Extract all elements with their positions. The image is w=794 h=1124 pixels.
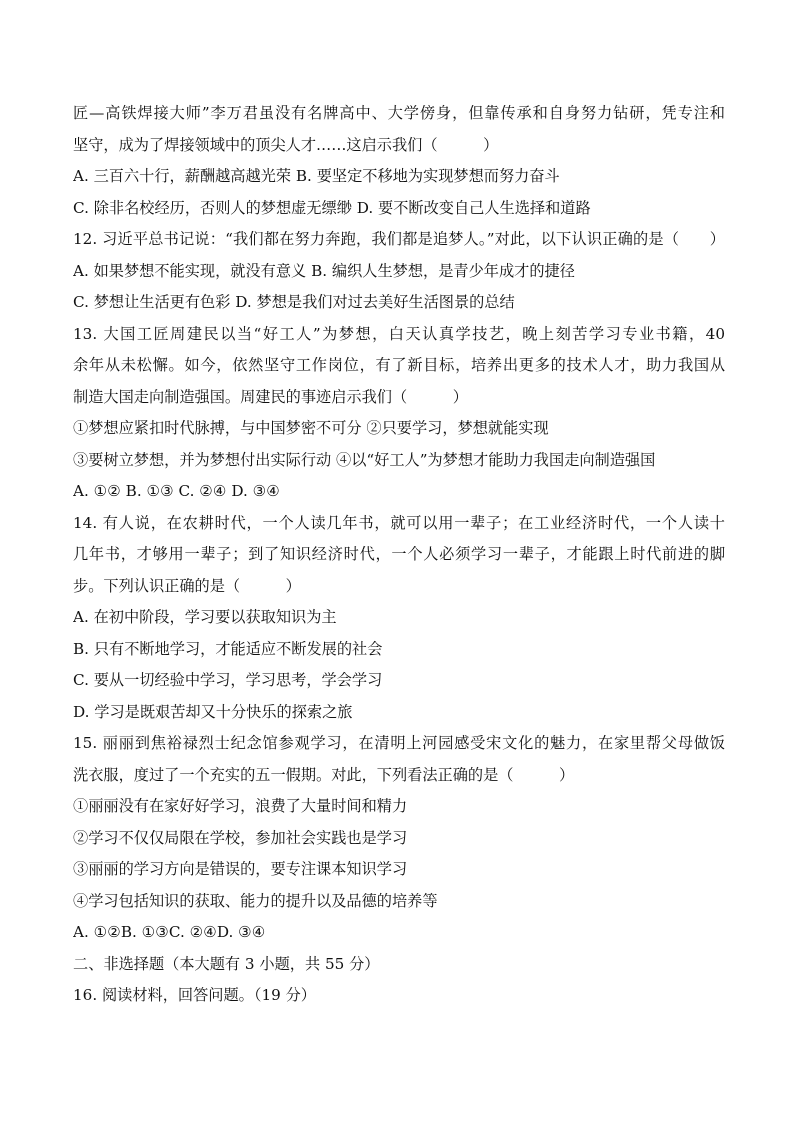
text-line: A. 如果梦想不能实现，就没有意义 B. 编织人生梦想，是青少年成才的捷径 bbox=[73, 261, 575, 280]
text-line: C. 除非名校经历，否则人的梦想虚无缥缈 D. 要不断改变自己人生选择和道路 bbox=[73, 198, 591, 217]
text-line: 匠—高铁焊接大师”李万君虽没有名牌高中、大学傍身，但靠传承和自身努力钻研，凭专注和 bbox=[73, 104, 725, 122]
text-line: ③要树立梦想，并为梦想付出实际行动 ④以“好工人”为梦想才能助力我国走向制造强国 bbox=[73, 450, 656, 469]
text-line: B. 只有不断地学习，才能适应不断发展的社会 bbox=[73, 639, 383, 658]
text-line: ③丽丽的学习方向是错误的，要专注课本知识学习 bbox=[73, 860, 408, 878]
text-line: 16. 阅读材料，回答问题。（19 分） bbox=[73, 986, 316, 1004]
text-line: A. ①② B. ①③ C. ②④ D. ③④ bbox=[73, 482, 280, 500]
document-body bbox=[73, 98, 725, 1012]
text-line: A. ①②B. ①③C. ②④D. ③④ bbox=[73, 923, 266, 941]
text-line: ①丽丽没有在家好好学习，浪费了大量时间和精力 bbox=[73, 797, 408, 815]
text-line: 12. 习近平总书记说：“我们都在努力奔跑，我们都是追梦人。”对此，以下认识正确的是（ ） bbox=[73, 230, 725, 248]
text-line: 几年书，才够用一辈子；到了知识经济时代，一个人必须学习一辈子，才能跟上时代前进的脚 bbox=[73, 545, 725, 563]
text-line: 14. 有人说，在农耕时代，一个人读几年书，就可以用一辈子；在工业经济时代，一个人读十 bbox=[73, 513, 725, 532]
text-line: 制造大国走向制造强国。周建民的事迹启示我们（ ） bbox=[73, 387, 468, 406]
text-line: ④学习包括知识的获取、能力的提升以及品德的培养等 bbox=[73, 891, 438, 910]
text-line: C. 要从一切经验中学习，学习思考，学会学习 bbox=[73, 671, 383, 689]
text-line: A. 三百六十行，薪酬越高越光荣 B. 要坚定不移地为实现梦想而努力奋斗 bbox=[73, 167, 560, 185]
text-line: 13. 大国工匠周建民以当“好工人”为梦想，白天认真学技艺，晚上刻苦学习专业书籍，40 bbox=[73, 324, 725, 343]
text-line: 二、非选择题（本大题有 3 小题，共 55 分） bbox=[73, 954, 380, 973]
text-line: ①梦想应紧扣时代脉搏，与中国梦密不可分 ②只要学习，梦想就能实现 bbox=[73, 419, 549, 437]
text-line: 洗衣服，度过了一个充实的五一假期。对此，下列看法正确的是（ ） bbox=[73, 765, 575, 784]
text-line: 余年从未松懈。如今，依然坚守工作岗位，有了新目标，培养出更多的技术人才，助力我国从 bbox=[73, 356, 725, 374]
text-line: 坚守，成为了焊接领域中的顶尖人才……这启示我们（ ） bbox=[73, 135, 499, 154]
text-line: D. 学习是既艰苦却又十分快乐的探索之旅 bbox=[73, 702, 353, 721]
text-line: ②学习不仅仅局限在学校，参加社会实践也是学习 bbox=[73, 828, 408, 847]
text-line: C. 梦想让生活更有色彩 D. 梦想是我们对过去美好生活图景的总结 bbox=[73, 293, 515, 311]
text-line: A. 在初中阶段，学习要以获取知识为主 bbox=[73, 608, 337, 626]
text-line: 15. 丽丽到焦裕禄烈士纪念馆参观学习，在清明上河园感受宋文化的魅力，在家里帮父母做饭 bbox=[73, 734, 725, 752]
text-line: 步。下列认识正确的是（ ） bbox=[73, 576, 301, 595]
